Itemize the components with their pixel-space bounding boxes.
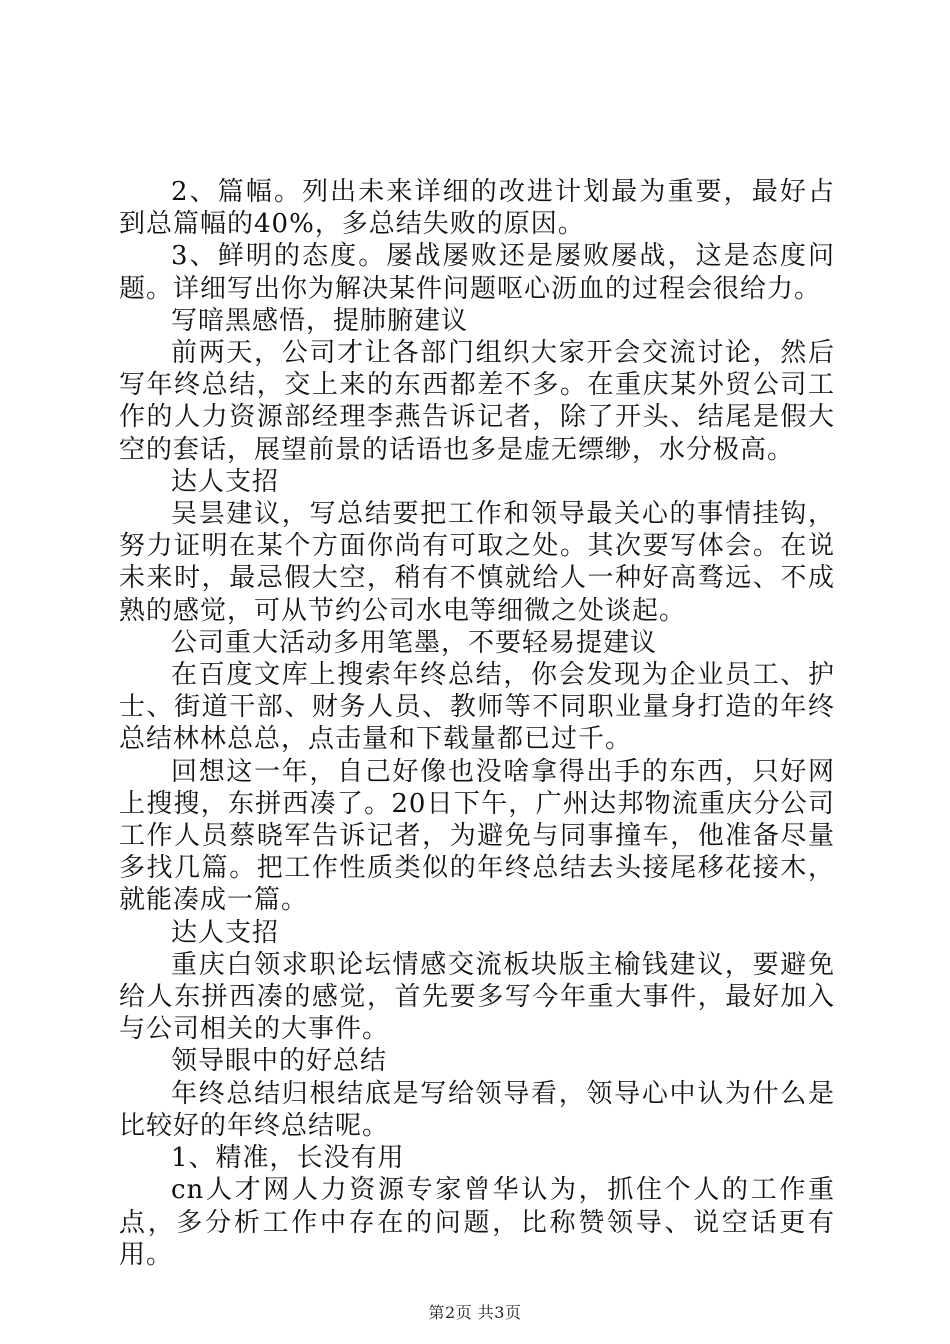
document-body [119,176,835,1271]
paragraph-wu-advice: 吴昙建议，写总结要把工作和领导最关心的事情挂钩，努力证明在某个方面你尚有可取之处。其次要写体会。在说未来时，最忌假大空，稍有不慎就给人一种好高骛远、不成熟的感觉，可从节约公司水电等细微之处谈起。 [119,499,835,626]
paragraph-length: 2、篇幅。列出未来详细的改进计划最为重要，最好占到总篇幅的40%，多总结失败的原因。 [119,177,835,240]
section-heading-expert-tips-2: 达人支招 [171,917,280,948]
section-heading-insights: 写暗黑感悟，提肺腑建议 [171,305,469,336]
page-footer: 第2页 共3页 [428,1303,522,1322]
paragraph-meeting: 前两天，公司才让各部门组织大家开会交流讨论，然后写年终总结，交上来的东西都差不多。在重庆某外贸公司工作的人力资源部经理李燕告诉记者，除了开头、结尾是假大空的套话，展望前景的话语也多是虚无缥缈，水分极高。 [119,338,835,465]
paragraph-precise: 1、精准，长没有用 [171,1143,405,1174]
paragraph-leader-question: 年终总结归根结底是写给领导看，领导心中认为什么是比较好的年终总结呢。 [119,1078,835,1141]
paragraph-attitude: 3、鲜明的态度。屡战屡败还是屡败屡战，这是态度问题。详细写出你为解决某件问题呕心沥血的过程会很给力。 [119,241,835,304]
paragraph-look-back: 回想这一年，自己好像也没啥拿得出手的东西，只好网上搜搜，东拼西凑了。20日下午，广州达邦物流重庆分公司工作人员蔡晓军告诉记者，为避免与同事撞车，他准备尽量多找几篇。把工作性质类似的年终总结去头接尾移花接木，就能凑成一篇。 [119,756,835,916]
section-heading-expert-tips-1: 达人支招 [171,466,280,497]
paragraph-forum-advice: 重庆白领求职论坛情感交流板块版主榆钱建议，要避免给人东拼西凑的感觉，首先要多写今年重大事件，最好加入与公司相关的大事件。 [119,949,835,1045]
paragraph-baidu-search: 在百度文库上搜索年终总结，你会发现为企业员工、护士、街道干部、财务人员、教师等不同职业量身打造的年终总结林林总总，点击量和下载量都已过千。 [119,660,835,755]
paragraph-hr-expert: cn人才网人力资源专家曾华认为，抓住个人的工作重点，多分析工作中存在的问题，比称赞领导、说空话更有用。 [119,1175,835,1270]
section-heading-major-events: 公司重大活动多用笔墨，不要轻易提建议 [171,627,658,658]
section-heading-leader-view: 领导眼中的好总结 [171,1046,388,1077]
